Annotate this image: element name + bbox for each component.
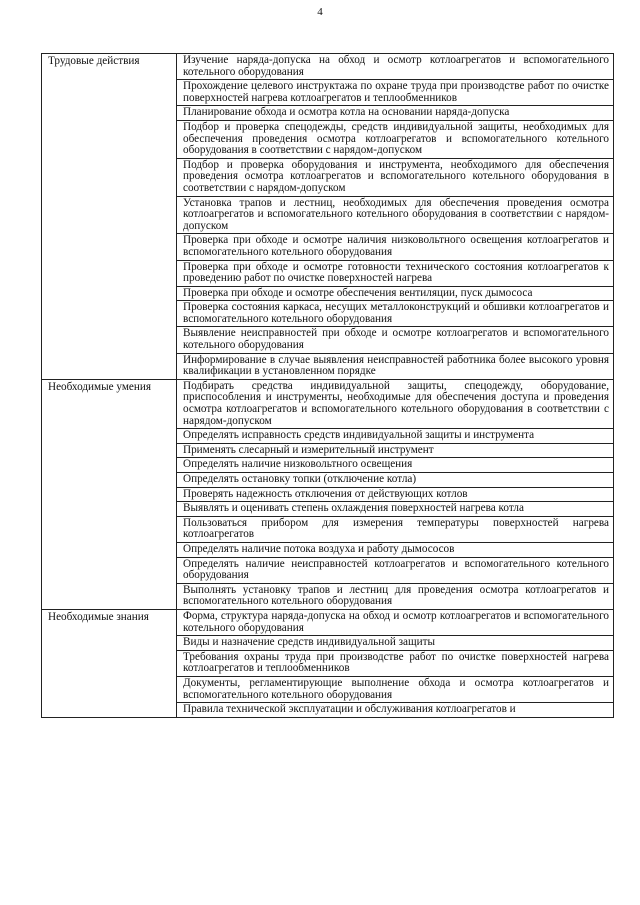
list-item: Применять слесарный и измерительный инструмент <box>177 444 613 459</box>
section-label: Трудовые действия <box>42 54 177 380</box>
list-item: Форма, структура наряда-допуска на обход и осмотр котлоагрегатов и вспомогательного котельного оборудования <box>177 610 613 636</box>
list-item: Выполнять установку трапов и лестниц для проведения осмотра котлоагрегатов и вспомогательного котельного оборудования <box>183 583 609 608</box>
list-item: Выявлять и оценивать степень охлаждения поверхностей нагрева котла <box>177 502 613 517</box>
section-items <box>177 54 614 380</box>
list-item: Подбирать средства индивидуальной защиты, спецодежду, оборудование, приспособления и инструменты, необходимые для обеспечения доступа и проведения осмотра котлоагрегатов и вспомогательного котельного оборудования в соответствии с нарядом-допуском <box>177 380 613 429</box>
list-item: Информирование в случае выявления неисправностей работника более высокого уровня квалификации в установленном порядке <box>183 353 609 378</box>
list-item: Определять остановку топки (отключение котла) <box>177 473 613 488</box>
list-item: Проверять надежность отключения от действующих котлов <box>177 488 613 503</box>
list-item: Прохождение целевого инструктажа по охране труда при производстве работ по очистке поверхностей нагрева котлоагрегатов и теплообменников <box>177 80 613 106</box>
list-item: Требования охраны труда при производстве работ по очистке поверхностей нагрева котлоагрегатов и теплообменников <box>177 651 613 677</box>
list-item: Проверка при обходе и осмотре наличия низковольтного освещения котлоагрегатов и вспомогательного котельного оборудования <box>177 234 613 260</box>
list-item: Изучение наряда-допуска на обход и осмотр котлоагрегатов и вспомогательного котельного оборудования <box>177 54 613 80</box>
section-label: Необходимые умения <box>42 379 177 609</box>
list-item: Определять наличие низковольтного освещения <box>177 458 613 473</box>
section-items <box>177 379 614 609</box>
section-row <box>42 379 614 609</box>
section-row <box>42 54 614 380</box>
list-item: Определять наличие неисправностей котлоагрегатов и вспомогательного котельного оборудования <box>177 558 613 584</box>
list-item: Определять исправность средств индивидуальной защиты и инструмента <box>177 429 613 444</box>
list-item: Установка трапов и лестниц, необходимых для обеспечения проведения осмотра котлоагрегатов и вспомогательного котельного оборудования в соответствии с нарядом-допуском <box>177 197 613 235</box>
section-row <box>42 609 614 717</box>
list-item: Подбор и проверка оборудования и инструмента, необходимого для обеспечения проведения осмотра котлоагрегатов и вспомогательного котельного оборудования в соответствии с нарядом-допуском <box>177 159 613 197</box>
section-label: Необходимые знания <box>42 609 177 717</box>
list-item: Пользоваться прибором для измерения температуры поверхностей нагрева котлоагрегатов <box>177 517 613 543</box>
list-item: Правила технической эксплуатации и обслуживания котлоагрегатов и <box>183 703 516 716</box>
page-number: 4 <box>317 6 323 18</box>
section-items <box>177 609 614 717</box>
list-item: Проверка при обходе и осмотре обеспечения вентиляции, пуск дымососа <box>177 287 613 302</box>
list-item: Виды и назначение средств индивидуальной защиты <box>177 636 613 651</box>
list-item: Документы, регламентирующие выполнение обхода и осмотра котлоагрегатов и вспомогательного котельного оборудования <box>177 677 613 703</box>
list-item: Планирование обхода и осмотра котла на основании наряда-допуска <box>177 106 613 121</box>
list-item: Определять наличие потока воздуха и работу дымососов <box>177 543 613 558</box>
list-item: Подбор и проверка спецодежды, средств индивидуальной защиты, необходимых для обеспечения проведения осмотра котлоагрегатов и вспомогательного котельного оборудования в соответствии с нарядом-допуском <box>177 121 613 159</box>
list-item: Проверка состояния каркаса, несущих металлоконструкций и обшивки котлоагрегатов и вспомогательного котельного оборудования <box>177 301 613 327</box>
list-item: Выявление неисправностей при обходе и осмотре котлоагрегатов и вспомогательного котельного оборудования <box>177 327 613 353</box>
requirements-table <box>41 53 614 718</box>
list-item: Проверка при обходе и осмотре готовности технического состояния котлоагрегатов к проведению работ по очистке поверхностей нагрева <box>177 261 613 287</box>
